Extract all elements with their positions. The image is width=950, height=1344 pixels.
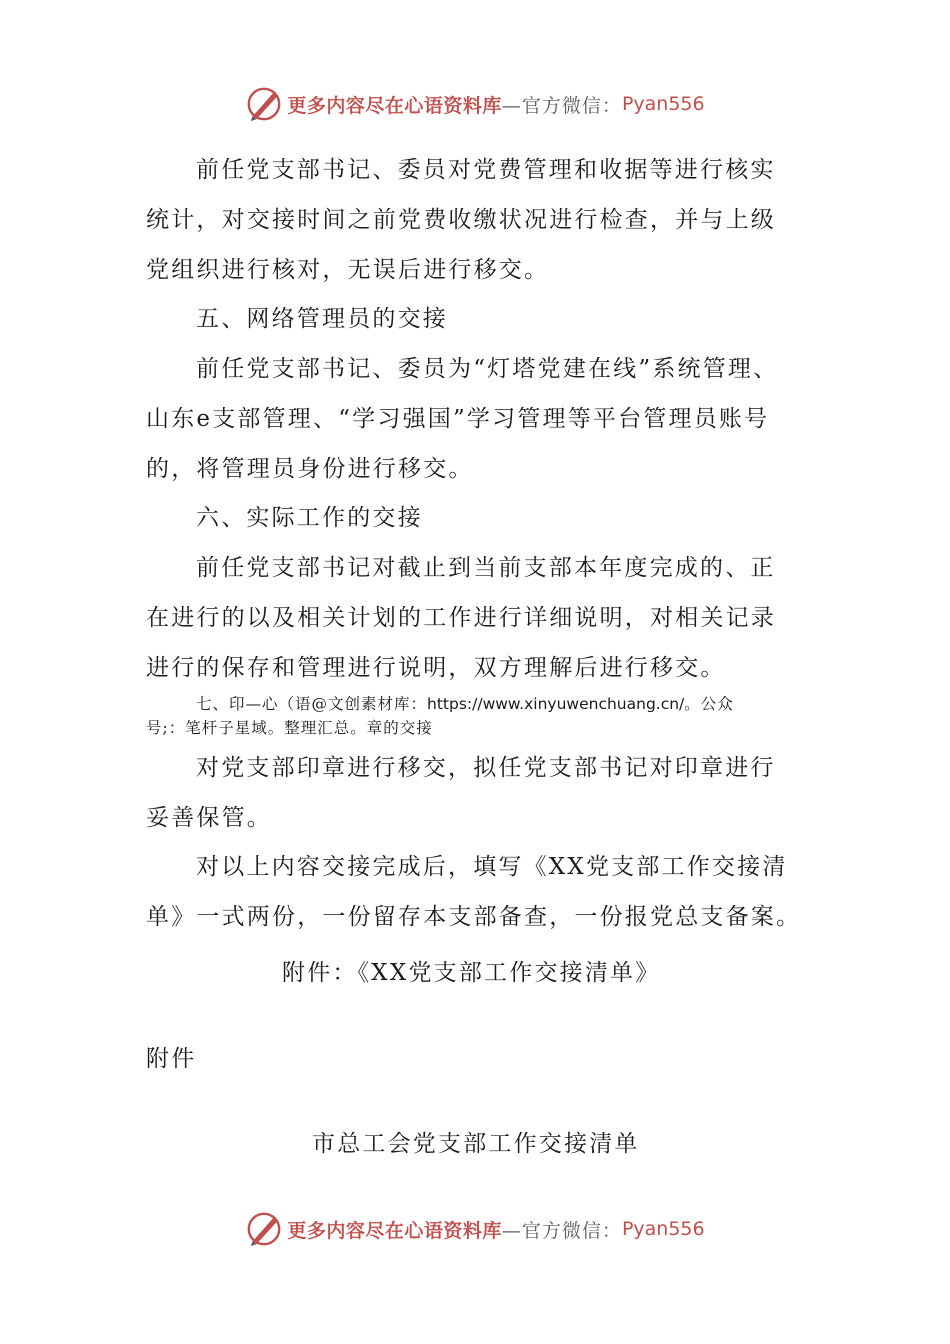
banner-wechat-id: Pyan556: [621, 93, 705, 115]
paragraph-line: 前任党支部书记对截止到当前支部本年度完成的、正: [196, 555, 776, 581]
section-heading-watermarked: 号;：笔杆子星域。整理汇总。章的交接: [146, 719, 433, 737]
watermark-url: https://www.xinyuwenchuang.cn/: [427, 695, 685, 713]
banner-title: 更多内容尽在心语资料库: [287, 1219, 502, 1242]
banner-wechat-label: —官方微信：: [501, 94, 622, 117]
paragraph-line: 对党支部印章进行移交，拟任党支部书记对印章进行: [196, 755, 776, 781]
paragraph-line: 山东e支部管理、“学习强国”学习管理等平台管理员账号: [146, 406, 770, 432]
paragraph-line: 党组织进行核对，无误后进行移交。: [146, 257, 550, 283]
paragraph-line: 统计，对交接时间之前党费收缴状况进行检查，并与上级: [146, 207, 776, 233]
paragraph-line: 对以上内容交接完成后，填写《XX党支部工作交接清: [196, 854, 788, 880]
pen-circle-logo-icon: [245, 1210, 283, 1248]
footer-banner: [0, 1207, 950, 1251]
section-heading-watermarked: [196, 693, 734, 715]
pen-circle-logo-icon: [245, 85, 283, 123]
paragraph-line: 的，将管理员身份进行移交。: [146, 456, 474, 482]
paragraph-line: 前任党支部书记、委员对党费管理和收据等进行核实: [196, 157, 776, 183]
list-title: 市总工会党支部工作交接清单: [312, 1131, 640, 1157]
banner-wechat-label: —官方微信：: [501, 1219, 622, 1242]
banner-title: 更多内容尽在心语资料库: [287, 94, 502, 117]
header-banner: [0, 82, 950, 126]
paragraph-line: 前任党支部书记、委员为“灯塔党建在线”系统管理、: [196, 356, 779, 382]
banner-wechat-id: Pyan556: [621, 1218, 705, 1240]
paragraph-line: 妥善保管。: [146, 805, 272, 831]
attachment-label: 附件: [146, 1046, 197, 1072]
attachment-reference: 附件：《XX党支部工作交接清单》: [282, 960, 661, 986]
paragraph-line: 在进行的以及相关计划的工作进行详细说明，对相关记录: [146, 605, 776, 631]
paragraph-line: 进行的保存和管理进行说明，双方理解后进行移交。: [146, 655, 726, 681]
heading-text: 七、印—心（语@文创素材库：: [196, 695, 428, 713]
section-heading: 五、网络管理员的交接: [196, 306, 448, 332]
paragraph-line: 单》一式两份，一份留存本支部备查，一份报党总支备案。: [146, 904, 802, 930]
section-heading: 六、实际工作的交接: [196, 505, 423, 531]
heading-text: 。公众: [684, 695, 734, 713]
